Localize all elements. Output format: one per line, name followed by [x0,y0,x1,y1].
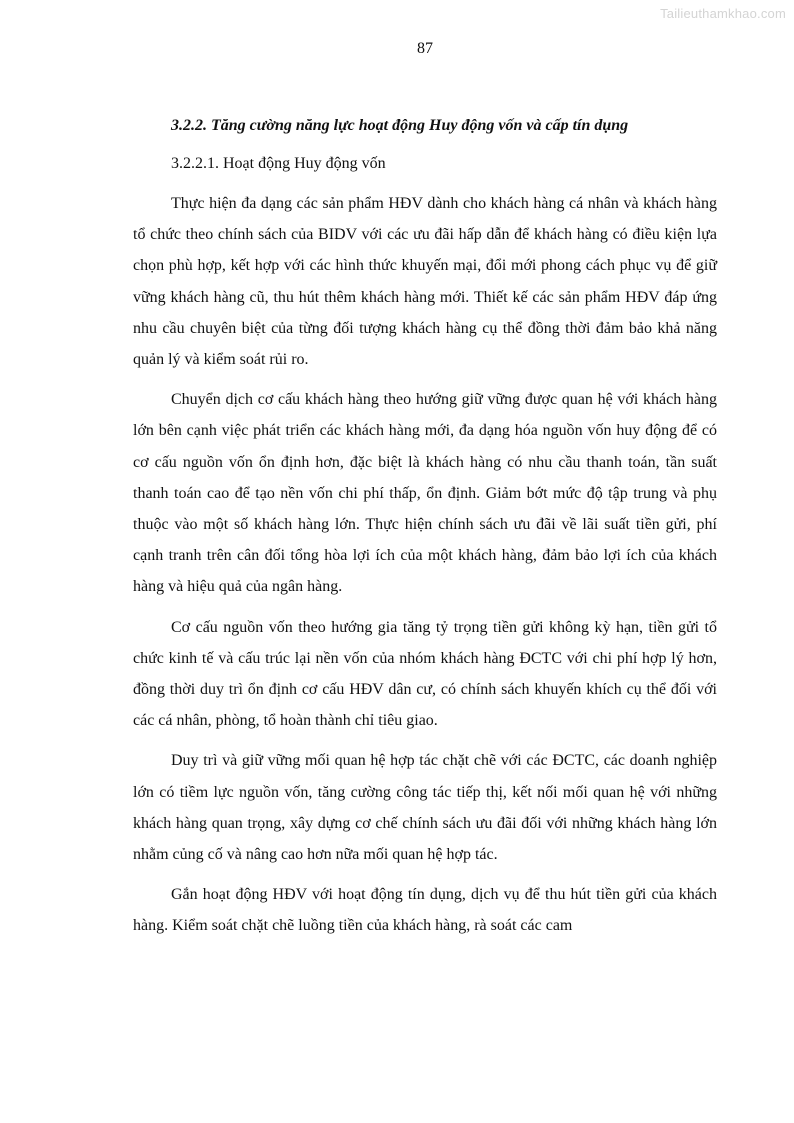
paragraph: Chuyển dịch cơ cấu khách hàng theo hướng giữ vững được quan hệ với khách hàng lớn bên cạnh việc phát triển các khách hàng mới, đa dạng hóa nguồn vốn huy động để có cơ cấu nguồn vốn ổn định hơn, đặc biệt là khách hàng có nhu cầu thanh toán, tần suất thanh toán cao để tạo nền vốn chi phí thấp, ổn định. Giảm bớt mức độ tập trung và phụ thuộc vào một số khách hàng lớn. Thực hiện chính sách ưu đãi về lãi suất tiền gửi, phí cạnh tranh trên cân đối tổng hòa lợi ích của một khách hàng, đảm bảo lợi ích của khách hàng và hiệu quả của ngân hàng. [133,391,717,596]
section-heading: 3.2.2. Tăng cường năng lực hoạt động Huy động vốn và cấp tín dụng [171,117,629,134]
paragraph: Cơ cấu nguồn vốn theo hướng gia tăng tỷ trọng tiền gửi không kỳ hạn, tiền gửi tổ chức kinh tế và cấu trúc lại nền vốn của nhóm khách hàng ĐCTC với chi phí hợp lý hơn, đồng thời duy trì ổn định cơ cấu HĐV dân cư, có chính sách khuyến khích cụ thể đối với các cá nhân, phòng, tổ hoàn thành chỉ tiêu giao. [133,618,717,730]
document-body [133,114,717,942]
page-number: 87 [417,40,433,57]
paragraph: Duy trì và giữ vững mối quan hệ hợp tác chặt chẽ với các ĐCTC, các doanh nghiệp lớn có tiềm lực nguồn vốn, tăng cường công tác tiếp thị, kết nối mối quan hệ với những khách hàng quan trọng, xây dựng cơ chế chính sách ưu đãi đối với những khách hàng lớn nhằm củng cố và nâng cao hơn nữa mối quan hệ hợp tác. [133,752,717,864]
paragraph: Gắn hoạt động HĐV với hoạt động tín dụng, dịch vụ để thu hút tiền gửi của khách hàng. Kiểm soát chặt chẽ luồng tiền của khách hàng, rà soát các cam [133,886,717,935]
paragraph: Thực hiện đa dạng các sản phẩm HĐV dành cho khách hàng cá nhân và khách hàng tổ chức theo chính sách của BIDV với các ưu đãi hấp dẫn để khách hàng có điều kiện lựa chọn phù hợp, kết hợp với các hình thức khuyến mại, đổi mới phong cách phục vụ để giữ vững khách hàng cũ, thu hút thêm khách hàng mới. Thiết kế các sản phẩm HĐV đáp ứng nhu cầu chuyên biệt của từng đối tượng khách hàng cụ thể đồng thời đảm bảo khả năng quản lý và kiểm soát rủi ro. [133,195,717,369]
watermark: Tailieuthamkhao.com [660,6,786,21]
subsection-heading: 3.2.2.1. Hoạt động Huy động vốn [171,155,386,172]
